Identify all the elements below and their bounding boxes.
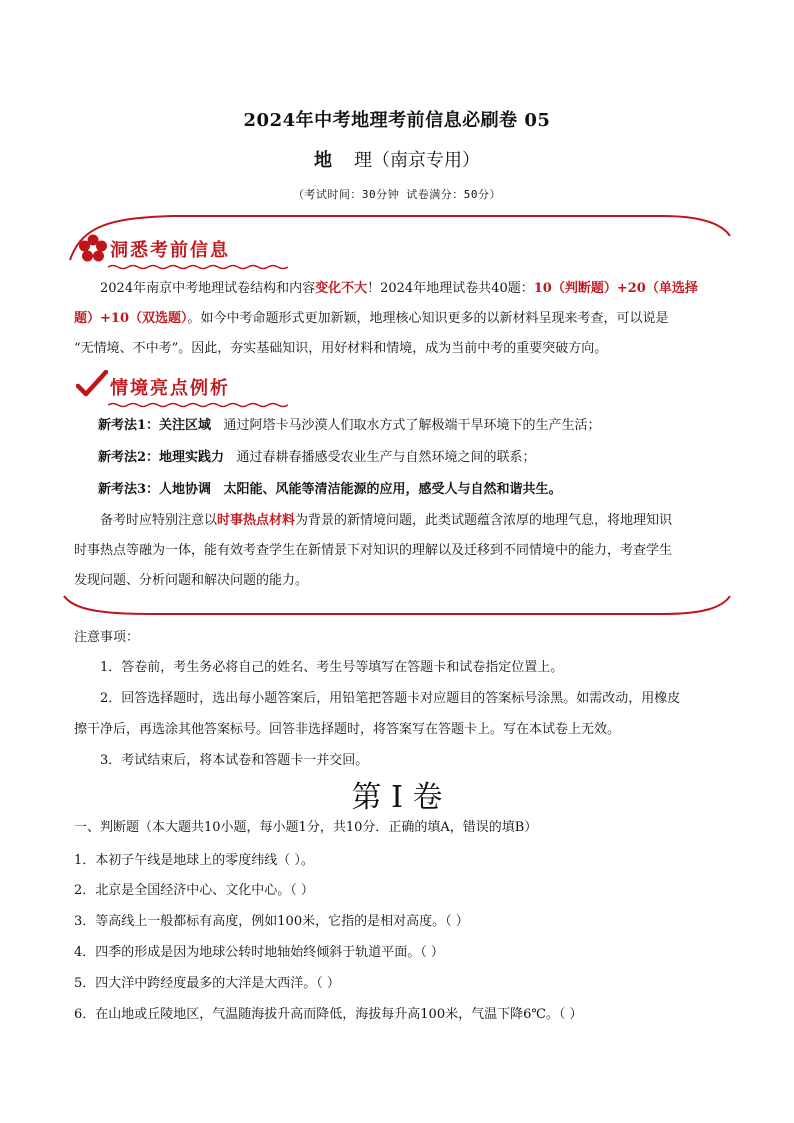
- note-3: 3．考试结束后，将本试卷和答题卡一并交回。: [100, 753, 369, 768]
- para-line-1: [74, 274, 722, 304]
- text-span: 。如今中考命题形式更加新颖，地理核心知识更多的以新材料呈现来考查，可以说是: [187, 311, 669, 326]
- para-line-2: [74, 304, 722, 334]
- section-heading-highlights: [78, 366, 278, 410]
- para-line-1: [74, 506, 722, 536]
- subject-char-1: 地: [314, 150, 332, 171]
- question-4: 4．四季的形成是因为地球公转时地轴始终倾斜于轨道平面。（ ）: [74, 945, 444, 960]
- method-topic: 人地协调: [159, 482, 212, 497]
- exam-title: 2024年中考地理考前信息必刷卷 05: [243, 110, 551, 131]
- section1-paragraph: [74, 274, 722, 364]
- highlight-text: 10（判断题）+20（单选择: [533, 281, 698, 296]
- para-line-3: 发现问题、分析问题和解决问题的能力。: [74, 573, 309, 588]
- method-label: 新考法2：: [98, 450, 160, 465]
- text-span: 为背景的新情境问题，此类试题蕴含浓厚的地理气息，将地理知识: [295, 513, 673, 528]
- section-heading-label: 洞悉考前信息: [110, 240, 230, 261]
- new-method-1: [98, 414, 600, 433]
- question-2: 2．北京是全国经济中心、文化中心。（ ）: [74, 883, 314, 898]
- note-2b: 擦干净后，再选涂其他答案标号。回答非选择题时，将答案写在答题卡上。写在本试卷上无效。: [74, 722, 621, 737]
- method-text: 太阳能、风能等清洁能源的应用，感受人与自然和谐共生。: [223, 482, 562, 497]
- section2-paragraph: [74, 506, 722, 596]
- text-span: 备考时应特别注意以: [100, 513, 218, 528]
- text-span: 2024年南京中考地理试卷结构和内容: [100, 281, 316, 296]
- question-5: 5．四大洋中跨经度最多的大洋是大西洋。（ ）: [74, 976, 340, 991]
- part-title: 第 I 卷: [351, 780, 443, 815]
- section-instruction: 一、判断题（本大题共10小题，每小题1分，共10分．正确的填A，错误的填B）: [74, 820, 538, 835]
- new-method-2: [98, 446, 535, 465]
- note-1: 1．答卷前，考生务必将自己的姓名、考生号等填写在答题卡和试卷指定位置上。: [100, 660, 564, 675]
- highlight-text: 时事热点材料: [217, 513, 296, 528]
- method-text: 通过春耕春播感受农业生产与自然环境之间的联系；: [236, 450, 536, 465]
- heading-underline: [108, 264, 288, 270]
- method-topic: 关注区域: [159, 418, 212, 433]
- highlight-text: 变化不大: [315, 281, 368, 296]
- section-heading-info: [78, 228, 278, 272]
- para-line-3: “无情境、不中考”。因此，夯实基础知识，用好材料和情境，成为当前中考的重要突破方向。: [74, 341, 608, 356]
- notes-heading: 注意事项：: [74, 630, 140, 645]
- exam-info: （考试时间：30分钟 试卷满分：50分）: [292, 188, 502, 201]
- new-method-3: [98, 478, 561, 497]
- question-1: 1．本初子午线是地球上的零度纬线（ ）。: [74, 853, 314, 868]
- section-heading-label: 情境亮点例析: [110, 378, 230, 399]
- subject-rest: 理（南京专用）: [354, 150, 480, 171]
- check-icon: [76, 370, 108, 400]
- exam-subject: [0, 146, 794, 172]
- method-topic: 地理实践力: [159, 450, 225, 465]
- method-label: 新考法3：: [98, 482, 160, 497]
- method-text: 通过阿塔卡马沙漠人们取水方式了解极端干旱环境下的生产生活；: [223, 418, 601, 433]
- heading-underline: [108, 402, 288, 408]
- question-6: 6．在山地或丘陵地区，气温随海拔升高而降低，海拔每升高100米，气温下降6℃。（ ）: [74, 1007, 583, 1022]
- highlight-text: 题）+10（双选题）: [74, 311, 188, 326]
- question-3: 3．等高线上一般都标有高度，例如100米，它指的是相对高度。（ ）: [74, 914, 469, 929]
- note-2a: 2．回答选择题时，选出每小题答案后，用铅笔把答题卡对应题目的答案标号涂黑。如需改动，用橡皮: [100, 691, 681, 706]
- flower-icon: [78, 234, 108, 264]
- method-label: 新考法1：: [98, 418, 160, 433]
- text-span: ！2024年地理试卷共40题：: [367, 281, 534, 296]
- para-line-2: 时事热点等融为一体，能有效考查学生在新情景下对知识的理解以及迁移到不同情境中的能力，考查学生: [74, 543, 673, 558]
